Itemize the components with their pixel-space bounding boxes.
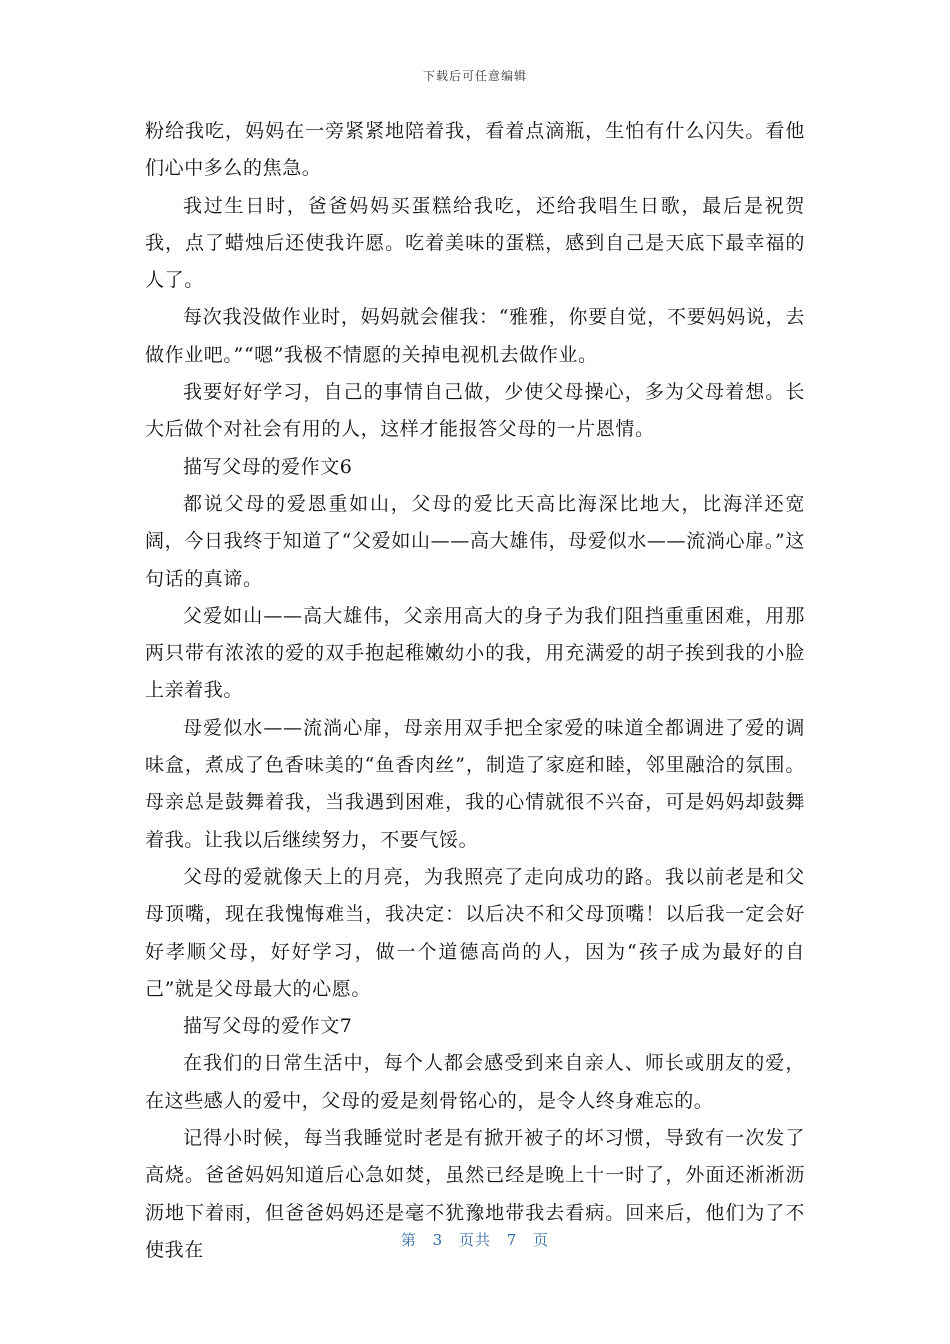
paragraph: 记得小时候，每当我睡觉时老是有掀开被子的坏习惯，导致有一次发了高烧。爸爸妈妈知道后心急如焚，虽然已经是晚上十一时了，外面还淅淅沥沥地下着雨，但爸爸妈妈还是毫不犹豫地带我去看病。回来后，他们为了不使我在 [145, 1127, 805, 1261]
paragraph: 在我们的日常生活中，每个人都会感受到来自亲人、师长或朋友的爱，在这些感人的爱中，父母的爱是刻骨铭心的，是令人终身难忘的。 [145, 1052, 805, 1112]
paragraph: 母爱似水——流淌心扉，母亲用双手把全家爱的味道全都调进了爱的调味盒，煮成了色香味美的“鱼香肉丝”，制造了家庭和睦，邻里融洽的氛围。母亲总是鼓舞着我，当我遇到困难，我的心情就很不兴奋，可是妈妈却鼓舞着我。让我以后继续努力，不要气馁。 [145, 716, 805, 851]
page-header: 下载后可任意编辑 [422, 69, 527, 83]
paragraph: 粉给我吃，妈妈在一旁紧紧地陪着我，看着点滴瓶，生怕有什么闪失。看他们心中多么的焦急。 [145, 120, 805, 180]
page-number-footer: 第 3 页共 7 页 [400, 1231, 550, 1249]
paragraph: 我要好好学习，自己的事情自己做，少使父母操心，多为父母着想。长大后做个对社会有用的人，这样才能报答父母的一片恩情。 [145, 381, 805, 441]
paragraph: 都说父母的爱恩重如山，父母的爱比天高比海深比地大，比海洋还宽阔，今日我终于知道了“父爱如山——高大雄伟，母爱似水——流淌心扉。”这句话的真谛。 [145, 492, 805, 590]
paragraph: 父母的爱就像天上的月亮，为我照亮了走向成功的路。我以前老是和父母顶嘴，现在我愧悔难当，我决定：以后决不和父母顶嘴！以后我一定会好好孝顺父母，好好学习，做一个道德高尚的人，因为“孩子成为最好的自己”就是父母最大的心愿。 [145, 865, 805, 1000]
document-body [145, 113, 805, 1269]
paragraph: 父爱如山——高大雄伟，父亲用高大的身子为我们阻挡重重困难，用那两只带有浓浓的爱的双手抱起稚嫩幼小的我，用充满爱的胡子挨到我的小脸上亲着我。 [145, 604, 805, 702]
paragraph: 我过生日时，爸爸妈妈买蛋糕给我吃，还给我唱生日歌，最后是祝贺我，点了蜡烛后还使我许愿。吃着美味的蛋糕，感到自己是天底下最幸福的人了。 [145, 194, 805, 292]
section-heading: 描写父母的爱作文7 [183, 1015, 353, 1038]
section-heading: 描写父母的爱作文6 [183, 455, 353, 478]
paragraph: 每次我没做作业时，妈妈就会催我：“雅雅，你要自觉，不要妈妈说，去做作业吧。”“嗯”我极不情愿的关掉电视机去做作业。 [145, 306, 805, 366]
